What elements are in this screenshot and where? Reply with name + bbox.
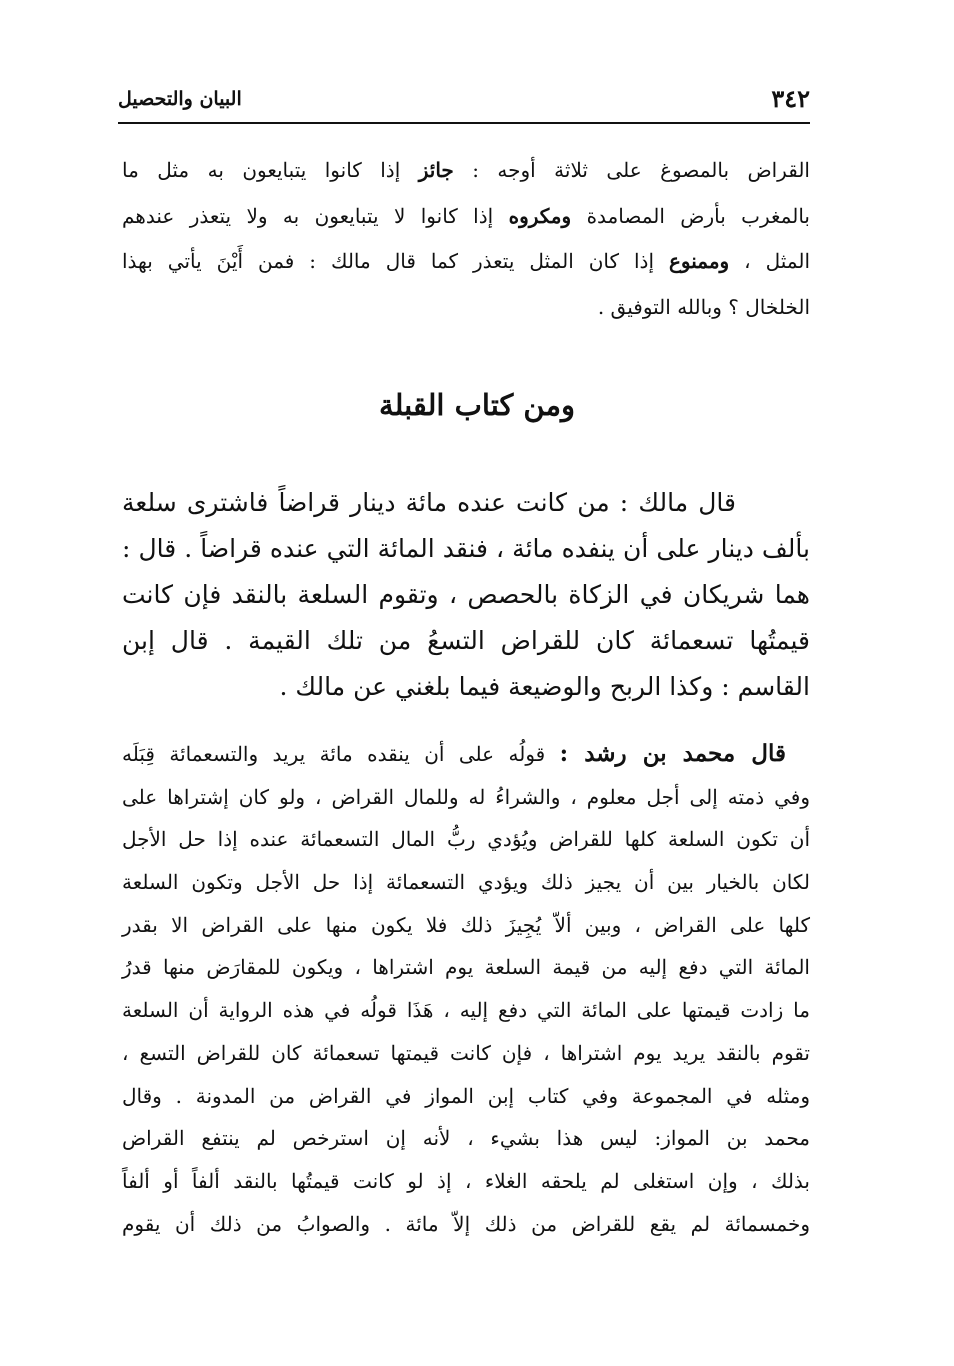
running-title: البيان والتحصيل — [118, 88, 242, 110]
text-line: أن تكون السلعة كلها للقراض ويُؤدي ربُّ المال التسعمائة عنده إذا حل الأجل — [122, 827, 810, 852]
main-paragraph — [122, 480, 810, 710]
commentary-paragraph — [122, 733, 810, 1245]
text-line: ومثله في المجموعة وفي كتاب إبن المواز في القراض من المدونة . وقال — [122, 1083, 810, 1108]
text-line: لكان بالخيار بين أن يجيز ذلك ويؤدي التسعمائة إذا حل الأجل وتكون السلعة — [122, 870, 810, 895]
text-line: القاسم : وكذا الربح والوضيعة فيما بلغني عن مالك . — [279, 672, 810, 701]
text-line: بذلك ، وإن استغلى لم يلحقه الغلاء ، إذ لو كانت قيمتُها بالنقد ألفاً أو ألفاً — [122, 1168, 810, 1193]
section-title: ومن كتاب القبلة — [379, 388, 575, 422]
text-line: القراض بالمصوغ على ثلاثة أوجه : جائز إذا كانوا يتبايعون به مثل ما — [122, 158, 810, 182]
ruling-term: جائز — [418, 158, 454, 182]
text-line: وفي ذمته إلى أجل معلوم ، والشراءُ له وللمال القراض ، ولو كان إشتراها على — [122, 784, 810, 809]
text-line: المائة التي دفع إليه من قيمة السلعة يوم اشتراها ، ويكون للمقارَض منها قدرُ — [122, 955, 810, 980]
ruling-term: وممنوع — [668, 249, 730, 273]
text-line: قال مالك : من كانت عنده مائة دينار قراضاً فاشترى سلعة — [122, 488, 736, 517]
text-line: وخمسمائة لم يقع للقراض من ذلك إلاّ مائة . والصوابُ من ذلك أن يقوم — [122, 1211, 810, 1236]
text-line: بألف دينار على أن ينفده مائة ، فنقد المائة التي عنده قراضاً . قال : — [122, 534, 810, 563]
text-line: محمد بن المواز: ليس هذا بشيء ، لأنه إن استرخص لم ينتفع القراض — [122, 1126, 810, 1151]
speaker-name: قال محمد بن رشد : — [559, 740, 786, 767]
text-line: الخلخال ؟ وبالله التوفيق . — [597, 294, 810, 319]
text-line: ما زادت قيمتها على المائة التي دفع إليه ، هَذَا قولُه في هذه الرواية أن السلعة — [122, 998, 810, 1023]
page-number: ٣٤٢ — [771, 84, 810, 113]
text-line: قال محمد بن رشد : قولُه على أن ينقده مائة يريد والتسعمائة قِبَلَه — [122, 740, 786, 767]
text-line: كلها على القراض ، وبين ألاّ يُجِيزَ ذلك فلا يكون منها على القراض الا بقدر — [122, 912, 810, 937]
page-header — [118, 82, 810, 124]
text-line: هما شريكان في الزكاة بالحصص ، وتقوم السلعة بالنقد فإن كانت — [122, 580, 810, 609]
text-line: قيمتُها تسعمائة كان للقراض التسعُ من تلك القيمة . قال إبن — [122, 626, 810, 655]
text-line: بالمغرب بأرض المصامدة ومكروه إذا كانوا لا يتبايعون به ولا يتعذر عندهم — [122, 203, 810, 228]
ruling-term: ومكروه — [508, 203, 572, 228]
text-line: تقوم بالنقد يريد يوم اشتراها ، فإن كانت قيمتها تسعمائة كان للقراض التسع ، — [122, 1040, 810, 1065]
text-line: المثل ، وممنوع إذا كان المثل يتعذر كما قال مالك : فمن أَيْنَ يأتي بهذا — [122, 249, 810, 273]
top-paragraph — [122, 148, 810, 330]
